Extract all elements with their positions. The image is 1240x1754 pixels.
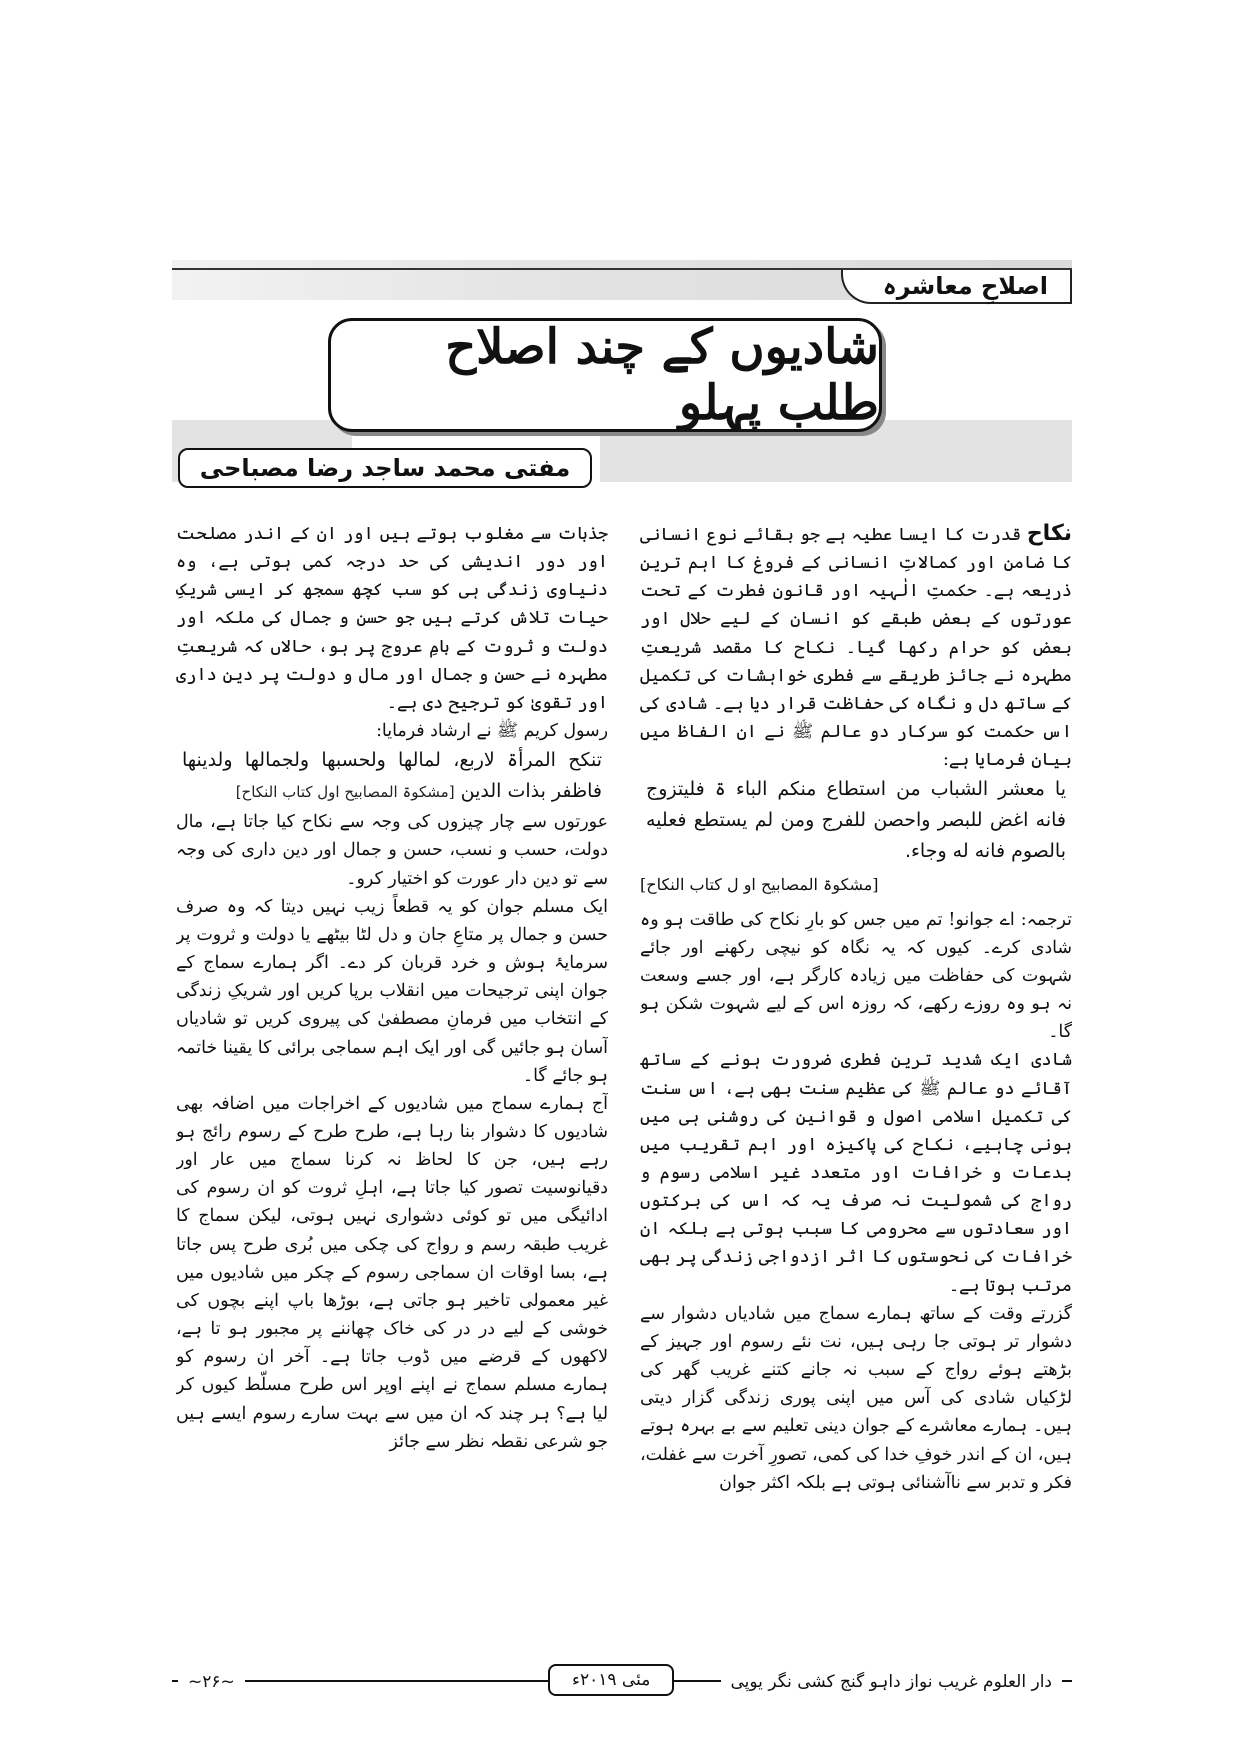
column-left: [176, 520, 608, 1655]
hadith-reference: [مشکوۃ المصابیح او ل کتاب النکاح]: [640, 875, 879, 895]
paragraph: عورتوں سے چار چیزوں کی وجہ سے نکاح کیا جاتا ہے، مال دولت، حسب و نسب، حسن و جمال اور دین داری کی وجہ سے تو دین دار عورت کو اختیار کرو۔: [176, 812, 608, 889]
paragraph-text: قدرت کا ایسا عطیہ ہے جو بقائے نوع انسانی کا ضامن اور کمالاتِ انسانی کے فروغ کا اہم ترین ذریعہ ہے۔ حکمتِ الٰہیہ اور قانون فطرت کے تحت عورتوں کے بعض طبقے کو انسان کے لیے حلال اور بعض کو حرام رکھا گیا۔ نکاح کا مقصد شریعتِ مطہرہ نے جائز طریقے سے فطری خواہشات کی تکمیل کے ساتھ دل و نگاہ کی حفاظت قرار دیا ہے۔ شادی کی اس حکمت کو سرکار دو عالم ﷺ نے ان الفاظ میں بیان فرمایا ہے:: [640, 525, 1072, 771]
hadith-block: [176, 745, 608, 808]
author-name: مفتی محمد ساجد رضا مصباحی: [199, 454, 571, 482]
lead-word: نکاح: [1026, 521, 1072, 546]
hadith-text: یا معشر الشباب من استطاع منکم الباء ۃ فلیتزوج فانه اغض للبصر واحصن للفرج ومن لم یستطع فعلیه بالصوم فانه له وجاء.: [646, 778, 1066, 863]
issue-date: مئی ۲۰۱۹ء: [548, 1664, 674, 1696]
section-header-band: [172, 260, 1072, 300]
institute-name: دار العلوم غریب نواز داہو گنج کشی نگر یوپی: [721, 1668, 1063, 1696]
author-box: [178, 448, 592, 488]
paragraph: [640, 520, 1072, 774]
paragraph: شادی ایک شدید ترین فطری ضرورت ہونے کے ساتھ آقائے دو عالم ﷺ کی عظیم سنت بھی ہے، اس سنت کی تکمیل اسلامی اصول و قوانین کی روشنی ہی میں ہونی چاہیے، نکاح کی پاکیزہ اور اہم تقریب میں بدعات و خرافات اور متعدد غیر اسلامی رسوم و رواج کی شمولیت نہ صرف یہ کہ اس کی برکتوں اور سعادتوں سے محرومی کا سبب ہوتی ہے بلکہ ان خرافات کی نحوستوں کا اثر ازدواجی زندگی پر بھی مرتب ہوتا ہے۔: [640, 1050, 1072, 1296]
paragraph: رسول کریم ﷺ نے ارشاد فرمایا:: [376, 721, 608, 742]
hadith-text: تنکح المرأۃ لاربع، لمالها ولحسبها ولجمالها ولدینها فاظفر بذات الدین: [182, 749, 602, 803]
paragraph: ایک مسلم جوان کو یہ قطعاً زیب نہیں دیتا کہ وہ صرف حسن و جمال پر متاعِ جان و دل لٹا بیٹھے یا دولت و ثروت پر سرمایۂ ہوش و خرد قربان کر دے۔ اگر ہمارے سماج کے جوان اپنی ترجیحات میں انقلاب برپا کریں اور شریکِ زندگی کے انتخاب میں فرمانِ مصطفیٰ کی پیروی کریں تو شادیاں آسان ہو جائیں گی اور ایک اہم سماجی برائی کا یقینا خاتمہ ہو جائے گا۔: [176, 896, 608, 1086]
paragraph: ترجمہ: اے جوانو! تم میں جس کو بارِ نکاح کی طاقت ہو وہ شادی کرے۔ کیوں کہ یہ نگاہ کو نیچی رکھنے اور جائے شہوت کی حفاظت میں زیادہ کارگر ہے، اور جسے وسعت نہ ہو وہ روزے رکھے، کہ روزہ اس کے لیے شہوت شکن ہو گا۔: [640, 909, 1072, 1043]
paragraph: آج ہمارے سماج میں شادیوں کے اخراجات میں اضافہ بھی شادیوں کا دشوار بنا رہا ہے، طرح طرح کے رسوم رائج ہو رہے ہیں، جن کا لحاظ نہ کرنا سماج میں عار اور دقیانوسیت تصور کیا جاتا ہے، اہلِ ثروت کو ان رسوم کی ادائیگی میں تو کوئی دشواری نہیں ہوتی، لیکن سماج کا غریب طبقہ رسم و رواج کی چکی میں بُری طرح پس جاتا ہے، بسا اوقات ان سماجی رسوم کے چکر میں شادیوں میں غیر معمولی تاخیر ہو جاتی ہے، بوڑھا باپ اپنے بچوں کی خوشی کے لیے در در کی خاک چھاننے پر مجبور ہو تا ہے، لاکھوں کے قرضے میں ڈوب جاتا ہے۔ آخر ان رسوم کو ہمارے مسلم سماج نے اپنے اوپر اس طرح مسلّط کیوں کر لیا ہے؟ ہر چند کہ ان میں سے بہت سارے رسوم ایسے ہیں جو شرعی نقطہ نظر سے جائز: [176, 1093, 608, 1452]
page-number: ~۲۶~: [178, 1668, 245, 1696]
hadith-reference: [مشکوۃ المصابیح اول کتاب النکاح]: [235, 783, 455, 802]
column-right: [640, 520, 1072, 1655]
paragraph: گزرتے وقت کے ساتھ ہمارے سماج میں شادیاں دشوار سے دشوار تر ہوتی جا رہی ہیں، نت نئے رسوم اور جہیز کے بڑھتے ہوئے رواج کے سبب نہ جانے کتنے غریب گھر کی لڑکیاں شادی کی آس میں اپنی پوری زندگی گزار دیتی ہیں۔ ہمارے معاشرے کے جوان دینی تعلیم سے بے بہرہ ہوتے ہیں، ان کے اندر خوفِ خدا کی کمی، تصورِ آخرت سے غفلت، فکر و تدبر سے ناآشنائی ہوتی ہے بلکہ اکثر جوان: [640, 1303, 1072, 1493]
article-title: شادیوں کے چند اصلاح طلب پہلو: [445, 319, 879, 431]
section-label: اصلاحِ معاشرہ: [841, 270, 1072, 304]
article-title-box: [328, 318, 882, 432]
paragraph: جذبات سے مغلوب ہوتے ہیں اور ان کے اندر مصلحت اور دور اندیشی کی حد درجہ کمی ہوتی ہے، وہ دنیاوی زندگی ہی کو سب کچھ سمجھ کر ایسی شریکِ حیات تلاش کرتے ہیں جو حسن و جمال کی ملکہ اور دولت و ثروت کے بامِ عروج پر ہو، حالاں کہ شریعتِ مطہرہ نے حسن و جمال اور مال و دولت پر دین داری اور تقویٰ کو ترجیح دی ہے۔: [176, 524, 608, 713]
